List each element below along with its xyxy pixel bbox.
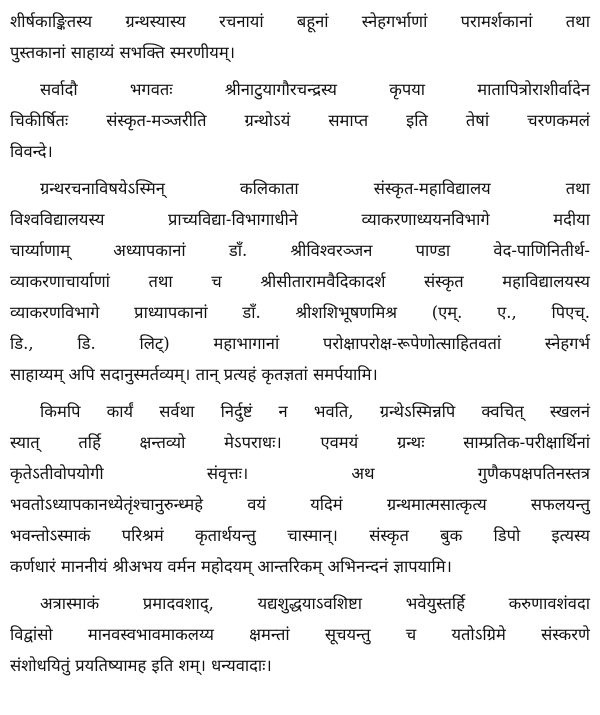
text-line: डि., डि. लिट्) महाभागानां परोक्षापरोक्ष-रूपेणोत्साहितवतां स्नेहगर्भ	[10, 334, 590, 353]
text-line: स्यात् तर्हि क्षन्तव्यो मेऽपराधः। एवमयं ग्रन्थः साम्प्रतिक-परीक्षार्थिनां	[10, 433, 590, 452]
paragraph-3	[10, 173, 590, 390]
text-line: चिकीर्षितः संस्कृत-मञ्जरीति ग्रन्थोऽयं समाप्त इति तेषां चरणकमलं	[10, 111, 590, 130]
text-line: सर्वादौ भगवतः श्रीनाटुयागौरचन्द्रस्य कृपया मातापित्रोराशीर्वादेन	[40, 80, 590, 99]
text-line: भवन्तोऽस्माकं परिश्रमं कृतार्थयन्तु चास्मान्। संस्कृत बुक डिपो इत्यस्य	[10, 526, 590, 545]
text-line: कर्णधारं माननीयं श्रीअभय वर्मन महोदयम् आन्तरिकम् अभिनन्दनं ज्ञापयामि।	[10, 557, 452, 576]
text-line: शीर्षकाङ्कितस्य ग्रन्थस्यास्य रचनायां बहूनां स्नेहगर्भाणां परामर्शकानां तथा	[10, 12, 590, 31]
text-line: भवतोऽध्यापकानध्येतृंश्चानुरुन्ध्महे वयं यदिमं ग्रन्थमात्मसात्कृत्य सफलयन्तु	[10, 495, 590, 514]
text-line: ग्रन्थरचनाविषयेऽस्मिन् कलिकाता संस्कृत-महाविद्यालय तथा	[40, 179, 590, 198]
paragraph-2	[10, 74, 590, 167]
paragraph-5	[10, 588, 590, 681]
text-line: साहाय्यम् अपि सदानुस्मर्तव्यम्। तान् प्रत्यहं कृतज्ञतां समर्पयामि।	[10, 365, 378, 384]
paragraph-4	[10, 396, 590, 582]
text-line: पुस्तकानां साहाय्यं सभक्ति स्मरणीयम्।	[10, 43, 235, 62]
text-line: कृतेऽतीवोपयोगी संवृत्तः। अथ गुणैकपक्षपतिनस्तत्र	[10, 464, 590, 483]
text-line: अत्रास्माकं प्रमादवशाद्, यद्यशुद्धयाऽवशिष्टा भवेयुस्तर्हि करुणावशंवदा	[40, 594, 590, 613]
text-line: विश्वविद्यालयस्य प्राच्यविद्या-विभागाधीने व्याकरणाध्ययनविभागे मदीया	[10, 210, 590, 229]
text-line: विद्वांसो मानवस्वभावमाकलय्य क्षमन्तां सूचयन्तु च यतोऽग्रिमे संस्करणे	[10, 625, 590, 644]
text-line: व्याकरणाचार्याणां तथा च श्रीसीतारामवैदिकादर्श संस्कृत महाविद्यालयस्य	[10, 272, 590, 291]
paragraph-1	[10, 6, 590, 68]
text-line: किमपि कार्यं सर्वथा निर्दुष्टं न भवति, ग्रन्थेऽस्मिन्नपि क्वचित् स्खलनं	[40, 402, 590, 421]
text-line: व्याकरणविभागे प्राध्यापकानां डाँ. श्रीशशिभूषणमिश्र (एम्. ए., पिएच्.	[10, 303, 590, 322]
text-line: संशोधयितुं प्रयतिष्यामह इति शम्। धन्यवादाः।	[10, 656, 272, 675]
text-line: विवन्दे।	[10, 142, 53, 161]
text-line: चार्य्याणाम् अध्यापकानां डाँ. श्रीविश्वरञ्जन पाण्डा वेद-पाणिनितीर्थ-	[10, 241, 590, 260]
